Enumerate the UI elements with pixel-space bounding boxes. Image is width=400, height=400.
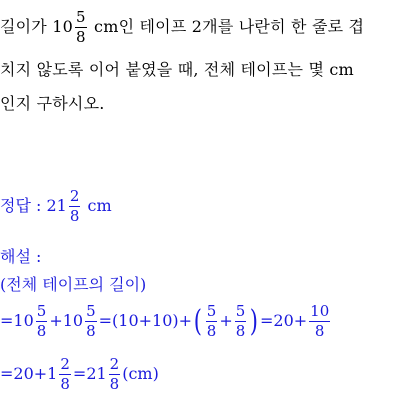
equation-term: =21 <box>72 364 107 383</box>
fraction-denominator: 8 <box>314 322 325 340</box>
equation-fraction <box>206 304 218 339</box>
answer-line <box>0 189 112 224</box>
question-text-pre: 길이가 10 <box>0 17 74 36</box>
equation-term: =10 <box>0 311 34 330</box>
fraction-denominator: 8 <box>86 322 96 340</box>
fraction-denominator: 8 <box>69 207 80 225</box>
question-fraction <box>75 10 87 45</box>
equation-fraction <box>59 357 71 392</box>
fraction-numerator: 5 <box>36 302 47 320</box>
question-text-post: cm인 테이프 2개를 나란히 한 줄로 겹 <box>88 17 365 36</box>
equation-line-2 <box>0 357 159 392</box>
equation-term: =20+1 <box>0 364 58 383</box>
fraction-numerator: 2 <box>109 355 120 373</box>
question-text: 인지 구하시오. <box>0 94 105 113</box>
fraction-denominator: 8 <box>206 322 217 340</box>
equation-fraction <box>36 304 48 339</box>
equation-fraction <box>235 304 247 339</box>
equation-term: =20+ <box>259 311 308 330</box>
left-parenthesis: ( <box>193 303 203 339</box>
question-line-1 <box>0 10 364 45</box>
equation-term: + <box>219 311 233 330</box>
answer-unit: cm <box>82 196 112 215</box>
question-line-3 <box>0 91 105 114</box>
equation-fraction <box>85 304 97 339</box>
question-line-2 <box>0 57 354 80</box>
equation-fraction <box>109 357 121 392</box>
equation-fraction <box>309 304 330 339</box>
fraction-denominator: 8 <box>60 375 70 393</box>
question-text: 치지 않도록 이어 붙였을 때, 전체 테이프는 몇 cm <box>0 60 354 79</box>
equation-unit: (cm) <box>122 364 159 383</box>
fraction-numerator: 5 <box>235 302 246 320</box>
right-parenthesis: ) <box>250 303 259 339</box>
fraction-numerator: 5 <box>206 302 217 320</box>
fraction-numerator: 5 <box>76 8 86 26</box>
fraction-denominator: 8 <box>109 375 120 393</box>
equation-term: =(10+10)+ <box>98 311 193 330</box>
explanation-subheading <box>0 272 146 295</box>
explanation-heading <box>0 244 41 267</box>
answer-fraction <box>69 189 81 224</box>
explanation-subheading-text: (전체 테이프의 길이) <box>0 275 147 294</box>
fraction-numerator: 2 <box>60 355 70 373</box>
fraction-numerator: 10 <box>310 302 330 320</box>
fraction-denominator: 8 <box>76 28 86 46</box>
fraction-numerator: 2 <box>69 187 80 205</box>
answer-label: 정답 : 21 <box>0 196 67 215</box>
fraction-denominator: 8 <box>36 322 47 340</box>
equation-term: +10 <box>49 311 84 330</box>
equation-line-1 <box>0 304 332 339</box>
fraction-denominator: 8 <box>235 322 246 340</box>
explanation-heading-text: 해설 : <box>0 247 42 266</box>
fraction-numerator: 5 <box>86 302 96 320</box>
